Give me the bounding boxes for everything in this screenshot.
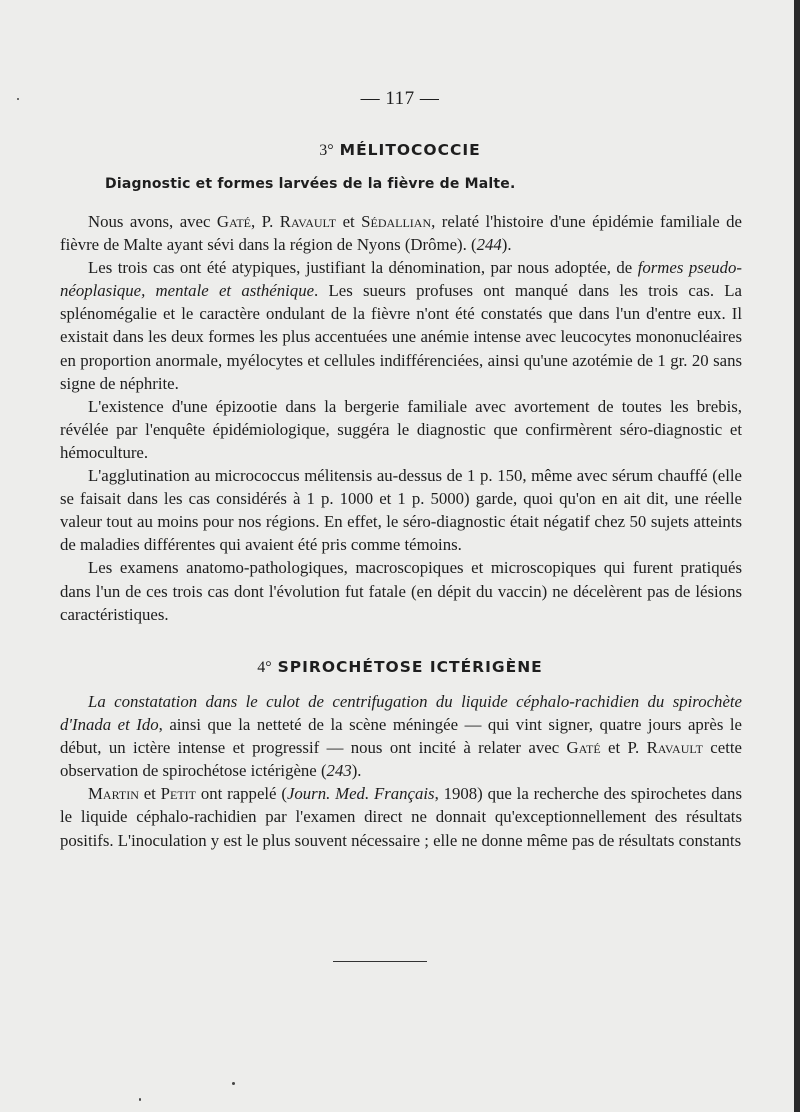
paragraph: La constatation dans le culot de centrifugation du liquide céphalo-rachidien du spirochète d'Inada et Ido, ainsi que la netteté de la scène méningée — qui vint signer, quatre jours après le début, un ictère intense et progressif — nous ont incité à relater avec Gaté et P. Ravault cette observation de spirochétose ictérigène (243). xyxy=(60,692,742,781)
section-subheading: Diagnostic et formes larvées de la fièvre de Malte. xyxy=(105,176,516,192)
page-number: — 117 — xyxy=(360,88,440,109)
section-heading-melitococcie xyxy=(0,141,800,160)
end-rule-divider xyxy=(333,961,427,962)
paragraph: L'agglutination au micrococcus mélitensis au-dessus de 1 p. 150, même avec sérum chauffé (elle se faisait dans les cas considérés à 1 p. 1000 et 1 p. 5000) garde, quoi qu'on en ait dit, une réelle valeur tout au moins pour nos régions. En effet, le séro-diagnostic était négatif chez 50 sujets atteints de maladies différentes qui avaient été pris comme témoins. xyxy=(60,466,742,555)
section-title: MÉLITOCOCCIE xyxy=(339,141,481,159)
section-body-melitococcie xyxy=(60,210,742,626)
reference-number: 243 xyxy=(326,761,352,781)
paragraph: Martin et Petit ont rappelé (Journ. Med. Français, 1908) que la recherche des spirochetes dans le liquide céphalo-rachidien par l'examen direct ne donnait qu'exceptionnellement des résultats positifs. L'inoculation y est le plus souvent nécessaire ; elle ne donne même pas de résultats constants xyxy=(60,784,742,850)
paragraph: Les examens anatomo-pathologiques, macroscopiques et microscopiques qui furent pratiqués dans l'un de ces trois cas dont l'évolution fut fatale (en dépit du vaccin) ne décelèrent pas de lésions caractéristiques. xyxy=(60,558,742,624)
section-title: SPIROCHÉTOSE ICTÉRIGÈNE xyxy=(277,658,543,676)
section-number: 4° xyxy=(257,659,272,676)
paragraph: L'existence d'une épizootie dans la bergerie familiale avec avortement de toutes les brebis, révélée par l'enquête épidémiologique, suggéra le diagnostic que confirmèrent séro-diagnostic et hémoculture. xyxy=(60,396,742,462)
section-body-spirochetose xyxy=(60,690,742,852)
section-heading-spirochetose xyxy=(0,658,800,677)
scan-speck xyxy=(139,1098,141,1101)
paragraph: Nous avons, avec Gaté, P. Ravault et Sédallian, relaté l'histoire d'une épidémie familiale de fièvre de Malte ayant sévi dans la région de Nyons (Drôme). (244). xyxy=(60,212,742,255)
scan-speck xyxy=(17,98,19,100)
scan-edge-shadow xyxy=(794,0,800,1112)
reference-number: 244 xyxy=(476,235,502,255)
scan-speck xyxy=(232,1082,235,1085)
paragraph: Les trois cas ont été atypiques, justifiant la dénomination, par nous adoptée, de formes pseudo-néoplasique, mentale et asthénique. Les sueurs profuses ont manqué dans les trois cas. La splénomégalie et le caractère ondulant de la fièvre n'ont été constatés que dans l'un d'entre eux. Il existait dans les deux formes les plus accentuées une anémie intense avec leucocytes mononucléaires en proportion anormale, myélocytes et cellules indifférenciées, ainsi qu'une azotémie de 1 gr. 20 sans signe de néphrite. xyxy=(60,258,742,393)
section-number: 3° xyxy=(319,142,334,159)
